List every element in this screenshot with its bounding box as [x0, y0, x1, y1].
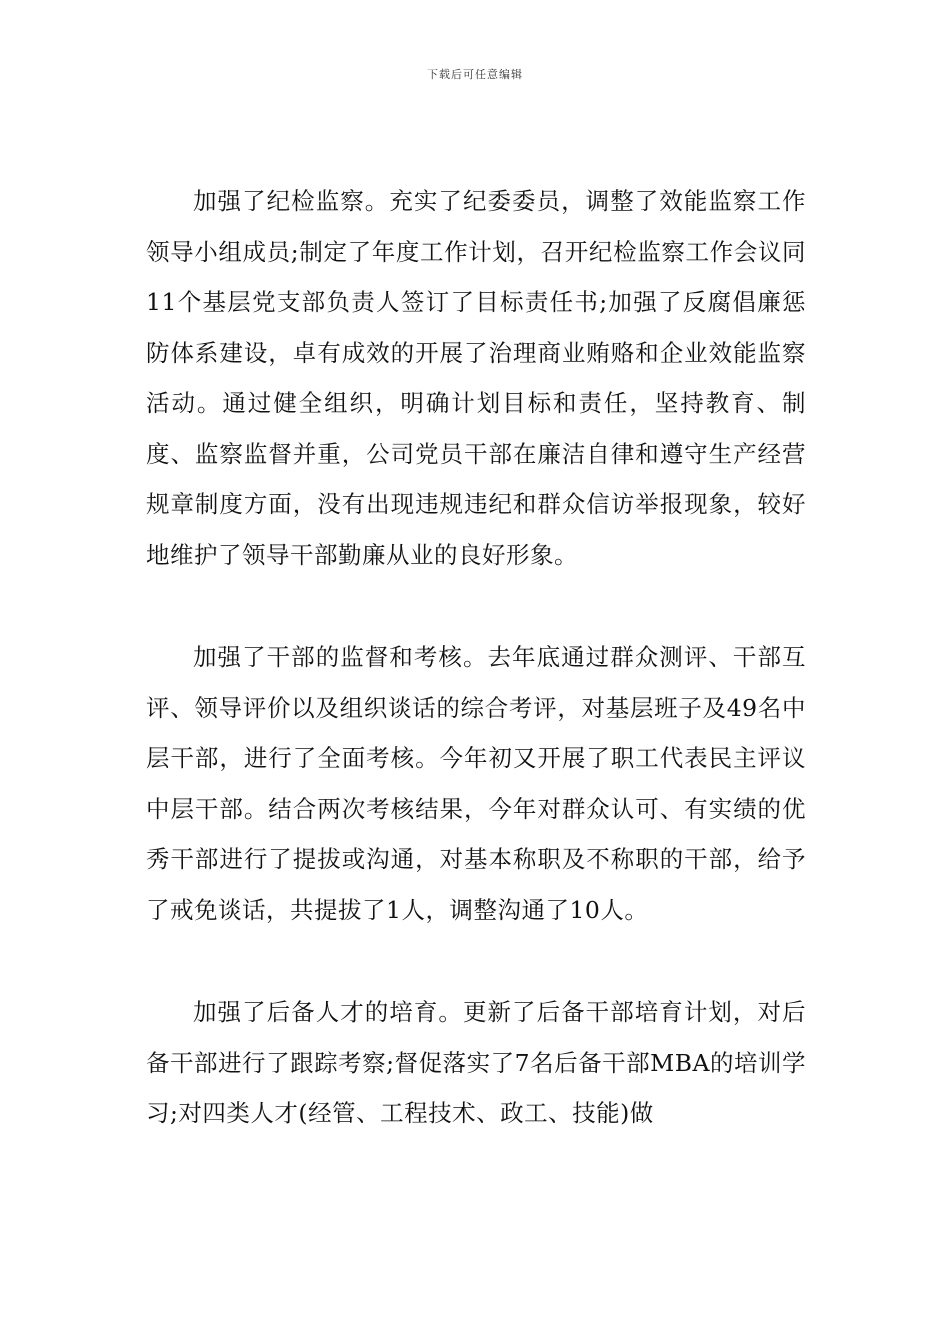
- paragraph-cadre-supervision: 加强了干部的监督和考核。去年底通过群众测评、干部互评、领导评价以及组织谈话的综合考评，对基层班子及49名中层干部，进行了全面考核。今年初又开展了职工代表民主评议中层干部。结合两次考核结果，今年对群众认可、有实绩的优秀干部进行了提拔或沟通，对基本称职及不称职的干部，给予了戒免谈话，共提拔了1人，调整沟通了10人。: [146, 643, 806, 924]
- paragraph-discipline-inspection: 加强了纪检监察。充实了纪委委员，调整了效能监察工作领导小组成员;制定了年度工作计划，召开纪检监察工作会议同11个基层党支部负责人签订了目标责任书;加强了反腐倡廉惩防体系建设，卓有成效的开展了治理商业贿赂和企业效能监察活动。通过健全组织，明确计划目标和责任，坚持教育、制度、监察监督并重，公司党员干部在廉洁自律和遵守生产经营规章制度方面，没有出现违规违纪和群众信访举报现象，较好地维护了领导干部勤廉从业的良好形象。: [146, 187, 806, 569]
- page-header: 下载后可任意编辑: [427, 68, 523, 81]
- document-body: [146, 176, 806, 1139]
- paragraph-reserve-talent: 加强了后备人才的培育。更新了后备干部培育计划，对后备干部进行了跟踪考察;督促落实了7名后备干部MBA的培训学习;对四类人才(经管、工程技术、政工、技能)做: [146, 998, 806, 1127]
